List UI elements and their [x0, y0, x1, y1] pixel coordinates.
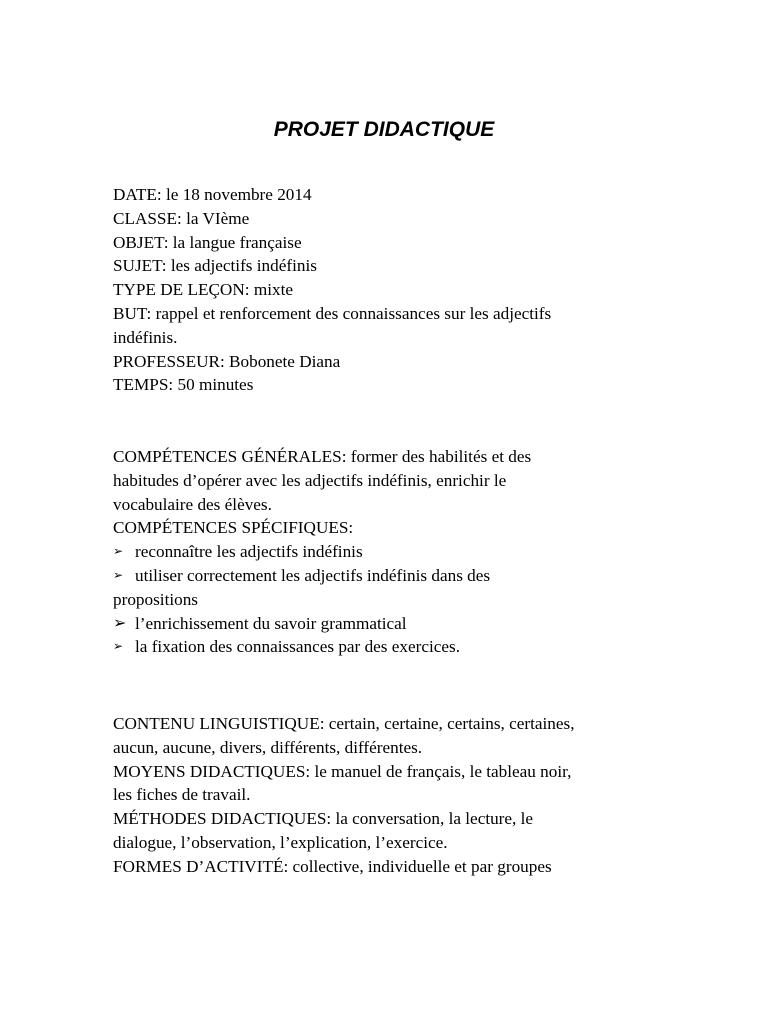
moyens-line: les fiches de travail.: [113, 785, 251, 805]
arrow-bullet-icon: ➢: [113, 614, 127, 632]
type-lecon-line: TYPE DE LEÇON: mixte: [113, 280, 293, 300]
bullet-text: la fixation des connaissances par des exercices.: [135, 637, 460, 657]
date-line: DATE: le 18 novembre 2014: [113, 185, 312, 204]
professeur-line: PROFESSEUR: Bobonete Diana: [113, 351, 341, 371]
moyens-line: MOYENS DIDACTIQUES: le manuel de français, le tableau noir,: [113, 761, 572, 781]
sujet-line: SUJET: les adjectifs indéfinis: [113, 256, 317, 276]
contenu-section: [113, 712, 673, 879]
bullet-item: [113, 612, 673, 636]
contenu-line: CONTENU LINGUISTIQUE: certain, certaine, certains, certaines,: [113, 714, 575, 733]
classe-line: CLASSE: la VIème: [113, 208, 250, 228]
bullet-text: reconnaître les adjectifs indéfinis: [135, 542, 363, 562]
arrow-bullet-icon: ➢: [113, 567, 124, 582]
methodes-line: MÉTHODES DIDACTIQUES: la conversation, la lecture, le: [113, 809, 534, 829]
document-title: PROJET DIDACTIQUE: [273, 118, 495, 141]
bullet-text: l’enrichissement du savoir grammatical: [135, 613, 407, 633]
formes-activite-line: FORMES D’ACTIVITÉ: collective, individuelle et par groupes: [113, 856, 552, 876]
temps-line: TEMPS: 50 minutes: [113, 375, 254, 395]
contenu-line: aucun, aucune, divers, différents, différentes.: [113, 737, 423, 757]
competences-generales-line: COMPÉTENCES GÉNÉRALES: former des habilités et des: [113, 447, 532, 466]
but-line: BUT: rappel et renforcement des connaissances sur les adjectifs: [113, 303, 552, 323]
bullet-item: [113, 540, 673, 564]
bullet-text: utiliser correctement les adjectifs indéfinis dans des: [135, 565, 491, 585]
bullet-item: [113, 564, 673, 588]
but-line-continuation: indéfinis.: [113, 327, 178, 347]
header-info: [113, 183, 673, 397]
bullet-item: [113, 635, 673, 659]
objet-line: OBJET: la langue française: [113, 232, 302, 252]
competences-specifiques-heading: COMPÉTENCES SPÉCIFIQUES:: [113, 518, 354, 538]
methodes-line: dialogue, l’observation, l’explication, l’exercice.: [113, 832, 448, 852]
arrow-bullet-icon: ➢: [113, 639, 124, 654]
competences-generales-line: habitudes d’opérer avec les adjectifs indéfinis, enrichir le: [113, 470, 507, 490]
competences-generales-line: vocabulaire des élèves.: [113, 494, 272, 514]
arrow-bullet-icon: ➢: [113, 544, 124, 559]
competences-section: [113, 445, 673, 659]
bullet-text-continuation: propositions: [113, 589, 198, 609]
